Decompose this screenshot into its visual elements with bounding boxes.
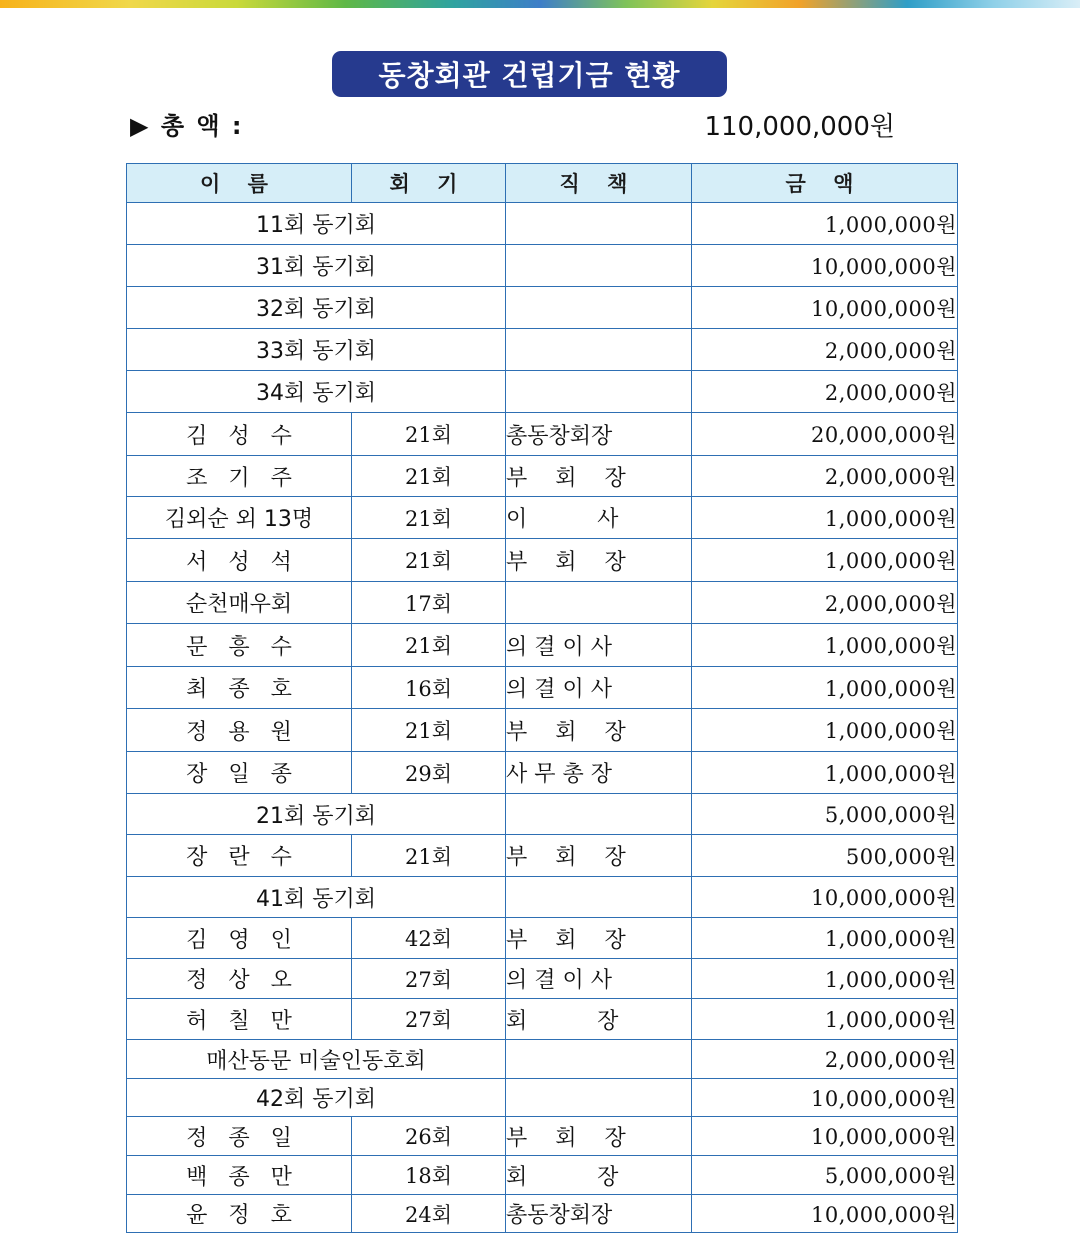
amount-cell: 5,000,000원 — [692, 1156, 958, 1195]
name-cell: 백 종 만 — [127, 1156, 352, 1195]
table-row-group-donation — [127, 794, 958, 835]
amount-cell: 10,000,000원 — [692, 287, 958, 329]
position-cell — [506, 287, 692, 329]
position-cell — [506, 1079, 692, 1117]
name-cell: 김 성 수 — [127, 413, 352, 456]
column-header-amount: 금 액 — [692, 164, 958, 203]
amount-cell: 2,000,000원 — [692, 371, 958, 413]
position-cell: 회 장 — [506, 1156, 692, 1195]
position-cell: 부 회 장 — [506, 918, 692, 959]
generation-cell: 21회 — [352, 835, 506, 877]
amount-cell: 2,000,000원 — [692, 456, 958, 497]
table-row-individual-donation — [127, 1156, 958, 1195]
generation-cell: 18회 — [352, 1156, 506, 1195]
generation-cell: 21회 — [352, 497, 506, 539]
name-cell: 김외순 외 13명 — [127, 497, 352, 539]
group-name-cell: 34회 동기회 — [127, 371, 506, 413]
amount-cell: 10,000,000원 — [692, 1117, 958, 1156]
table-row-individual-donation — [127, 959, 958, 999]
position-cell: 사 무 총 장 — [506, 752, 692, 794]
table-row-individual-donation — [127, 1117, 958, 1156]
position-cell — [506, 1040, 692, 1079]
amount-cell: 10,000,000원 — [692, 245, 958, 287]
table-row-individual-donation — [127, 1195, 958, 1233]
group-name-cell: 11회 동기회 — [127, 203, 506, 245]
generation-cell: 27회 — [352, 959, 506, 999]
position-cell — [506, 329, 692, 371]
table-row-individual-donation — [127, 752, 958, 794]
position-cell — [506, 877, 692, 918]
decorative-color-band — [0, 0, 1080, 8]
amount-cell: 2,000,000원 — [692, 582, 958, 624]
amount-cell: 1,000,000원 — [692, 667, 958, 709]
amount-cell: 1,000,000원 — [692, 999, 958, 1040]
amount-cell: 5,000,000원 — [692, 794, 958, 835]
table-row-individual-donation — [127, 835, 958, 877]
name-cell: 장 란 수 — [127, 835, 352, 877]
generation-cell: 29회 — [352, 752, 506, 794]
generation-cell: 17회 — [352, 582, 506, 624]
name-cell: 서 성 석 — [127, 539, 352, 582]
position-cell — [506, 245, 692, 287]
table-row-individual-donation — [127, 624, 958, 667]
donation-table — [126, 163, 958, 1233]
column-header-name: 이 름 — [127, 164, 352, 203]
generation-cell: 42회 — [352, 918, 506, 959]
table-row-individual-donation — [127, 999, 958, 1040]
name-cell: 김 영 인 — [127, 918, 352, 959]
amount-cell: 1,000,000원 — [692, 752, 958, 794]
generation-cell: 21회 — [352, 539, 506, 582]
column-header-position: 직 책 — [506, 164, 692, 203]
name-cell: 윤 정 호 — [127, 1195, 352, 1233]
group-name-cell: 41회 동기회 — [127, 877, 506, 918]
amount-cell: 500,000원 — [692, 835, 958, 877]
group-name-cell: 42회 동기회 — [127, 1079, 506, 1117]
amount-cell: 2,000,000원 — [692, 1040, 958, 1079]
position-cell: 이 사 — [506, 497, 692, 539]
table-row-group-donation — [127, 203, 958, 245]
name-cell: 정 용 원 — [127, 709, 352, 752]
generation-cell: 24회 — [352, 1195, 506, 1233]
generation-cell: 26회 — [352, 1117, 506, 1156]
position-cell: 부 회 장 — [506, 539, 692, 582]
generation-cell: 27회 — [352, 999, 506, 1040]
group-name-cell: 33회 동기회 — [127, 329, 506, 371]
position-cell: 총동창회장 — [506, 1195, 692, 1233]
name-cell: 조 기 주 — [127, 456, 352, 497]
amount-cell: 1,000,000원 — [692, 959, 958, 999]
name-cell: 문 흥 수 — [127, 624, 352, 667]
table-row-individual-donation — [127, 709, 958, 752]
amount-cell: 1,000,000원 — [692, 497, 958, 539]
name-cell: 장 일 종 — [127, 752, 352, 794]
position-cell — [506, 371, 692, 413]
name-cell: 최 종 호 — [127, 667, 352, 709]
amount-cell: 1,000,000원 — [692, 918, 958, 959]
generation-cell: 21회 — [352, 413, 506, 456]
table-row-individual-donation — [127, 497, 958, 539]
name-cell: 순천매우회 — [127, 582, 352, 624]
position-cell — [506, 794, 692, 835]
position-cell: 부 회 장 — [506, 709, 692, 752]
table-row-group-donation — [127, 877, 958, 918]
amount-cell: 1,000,000원 — [692, 624, 958, 667]
amount-cell: 10,000,000원 — [692, 1079, 958, 1117]
position-cell: 의 결 이 사 — [506, 959, 692, 999]
table-body — [127, 203, 958, 1233]
column-header-generation: 회 기 — [352, 164, 506, 203]
table-row-group-donation — [127, 287, 958, 329]
table-row-group-donation — [127, 329, 958, 371]
table-row-individual-donation — [127, 918, 958, 959]
amount-cell: 1,000,000원 — [692, 539, 958, 582]
amount-cell: 1,000,000원 — [692, 203, 958, 245]
position-cell: 회 장 — [506, 999, 692, 1040]
table-row-individual-donation — [127, 667, 958, 709]
group-name-cell: 21회 동기회 — [127, 794, 506, 835]
generation-cell: 21회 — [352, 456, 506, 497]
table-row-group-donation — [127, 1040, 958, 1079]
position-cell: 의 결 이 사 — [506, 667, 692, 709]
table-row-group-donation — [127, 371, 958, 413]
position-cell: 부 회 장 — [506, 835, 692, 877]
position-cell — [506, 582, 692, 624]
position-cell: 의 결 이 사 — [506, 624, 692, 667]
amount-cell: 10,000,000원 — [692, 1195, 958, 1233]
total-value: 110,000,000원 — [704, 112, 895, 142]
generation-cell: 16회 — [352, 667, 506, 709]
group-name-cell: 32회 동기회 — [127, 287, 506, 329]
table-row-individual-donation — [127, 582, 958, 624]
table-row-group-donation — [127, 245, 958, 287]
position-cell: 부 회 장 — [506, 456, 692, 497]
amount-cell: 20,000,000원 — [692, 413, 958, 456]
table-row-individual-donation — [127, 456, 958, 497]
page-title: 동창회관 건립기금 현황 — [332, 51, 727, 97]
name-cell: 정 종 일 — [127, 1117, 352, 1156]
name-cell: 정 상 오 — [127, 959, 352, 999]
group-name-cell: 매산동문 미술인동호회 — [127, 1040, 506, 1079]
table-row-group-donation — [127, 1079, 958, 1117]
table-row-individual-donation — [127, 413, 958, 456]
generation-cell: 21회 — [352, 624, 506, 667]
total-label: ▶ 총 액 : — [130, 112, 244, 140]
position-cell: 부 회 장 — [506, 1117, 692, 1156]
name-cell: 허 칠 만 — [127, 999, 352, 1040]
table-row-individual-donation — [127, 539, 958, 582]
position-cell — [506, 203, 692, 245]
amount-cell: 10,000,000원 — [692, 877, 958, 918]
generation-cell: 21회 — [352, 709, 506, 752]
position-cell: 총동창회장 — [506, 413, 692, 456]
group-name-cell: 31회 동기회 — [127, 245, 506, 287]
amount-cell: 1,000,000원 — [692, 709, 958, 752]
table-header-row — [127, 164, 958, 203]
amount-cell: 2,000,000원 — [692, 329, 958, 371]
